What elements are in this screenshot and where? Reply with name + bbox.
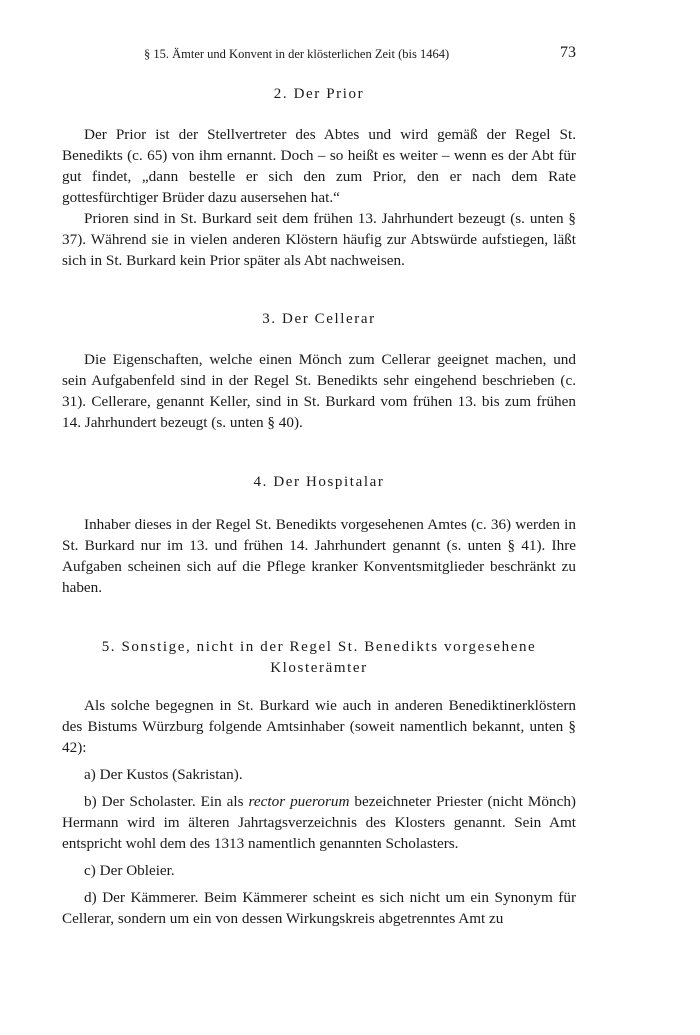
section-heading-cellerar: 3. Der Cellerar: [262, 311, 376, 327]
list-item-c: c) Der Obleier.: [84, 862, 175, 879]
paragraph: Als solche begegnen in St. Burkard wie auch in anderen Benediktinerklöstern des Bistums Würzburg folgende Amtsinhaber (soweit namentlich bekannt, unten § 42):: [62, 697, 576, 756]
paragraph: Der Prior ist der Stellvertreter des Abtes und wird gemäß der Regel St. Benedikts (c. 65) von ihm ernannt. Doch – so heißt es weiter – wenn es der Abt für gut findet, „dann bestelle er sich den zum Prior, den er nach dem Rate gottesfürchtiger Brüder dazu ausersehen hat.“: [62, 126, 576, 206]
section-heading-hospitalar: 4. Der Hospitalar: [253, 474, 385, 490]
list-item-d: d) Der Kämmerer. Beim Kämmerer scheint es sich nicht um ein Synonym für Cellerar, sondern um ein von dessen Wirkungskreis abgetrenntes Amt zu: [62, 889, 576, 927]
section-body-cellerar: [62, 349, 576, 433]
paragraph: Prioren sind in St. Burkard seit dem frühen 13. Jahrhundert bezeugt (s. unten § 37). Während sie in vielen anderen Klöstern häufig zur Abtswürde aufstiegen, läßt sich in St. Burkard kein Prior später als Abt nachweisen.: [62, 210, 576, 269]
section-body-sonstige: [62, 695, 576, 935]
list-item-a: a) Der Kustos (Sakristan).: [84, 766, 243, 783]
section-heading-prior: 2. Der Prior: [273, 86, 365, 102]
item-text: bezeichneter Priester (nicht Mönch) Hermann wird im älteren Jahrtagsverzeichnis des Klosters genannt. Sein Amt entspricht wohl dem des 1313 namentlich genannten Scholasters.: [62, 793, 576, 852]
item-text: b) Der Scholaster. Ein als: [84, 793, 249, 810]
paragraph: Inhaber dieses in der Regel St. Benedikts vorgesehenen Amtes (c. 36) werden in St. Burkard nur im 13. und frühen 14. Jahrhundert genannt (s. unten § 41). Ihre Aufgaben scheinen sich auf die Pflege kranker Konventsmitglieder beschränkt zu haben.: [62, 516, 576, 596]
section-body-hospitalar: [62, 514, 576, 598]
heading-line: 5. Sonstige, nicht in der Regel St. Benedikts vorgesehene: [101, 639, 537, 655]
paragraph: Die Eigenschaften, welche einen Mönch zum Cellerar geeignet machen, und sein Aufgabenfeld sind in der Regel St. Benedikts sehr eingehend beschrieben (c. 31). Cellerare, genannt Keller, sind in St. Burkard vom frühen 13. bis zum frühen 14. Jahrhundert bezeugt (s. unten § 40).: [62, 351, 576, 431]
running-title: § 15. Ämter und Konvent in der klösterlichen Zeit (bis 1464): [144, 47, 450, 61]
latin-term: rector puerorum: [248, 793, 350, 810]
list-item-b: [62, 791, 576, 854]
section-heading-sonstige: [62, 637, 576, 679]
running-head: [62, 44, 576, 67]
heading-line: Klosterämter: [270, 660, 368, 676]
page-number: 73: [560, 44, 576, 61]
section-body-prior: [62, 124, 576, 271]
